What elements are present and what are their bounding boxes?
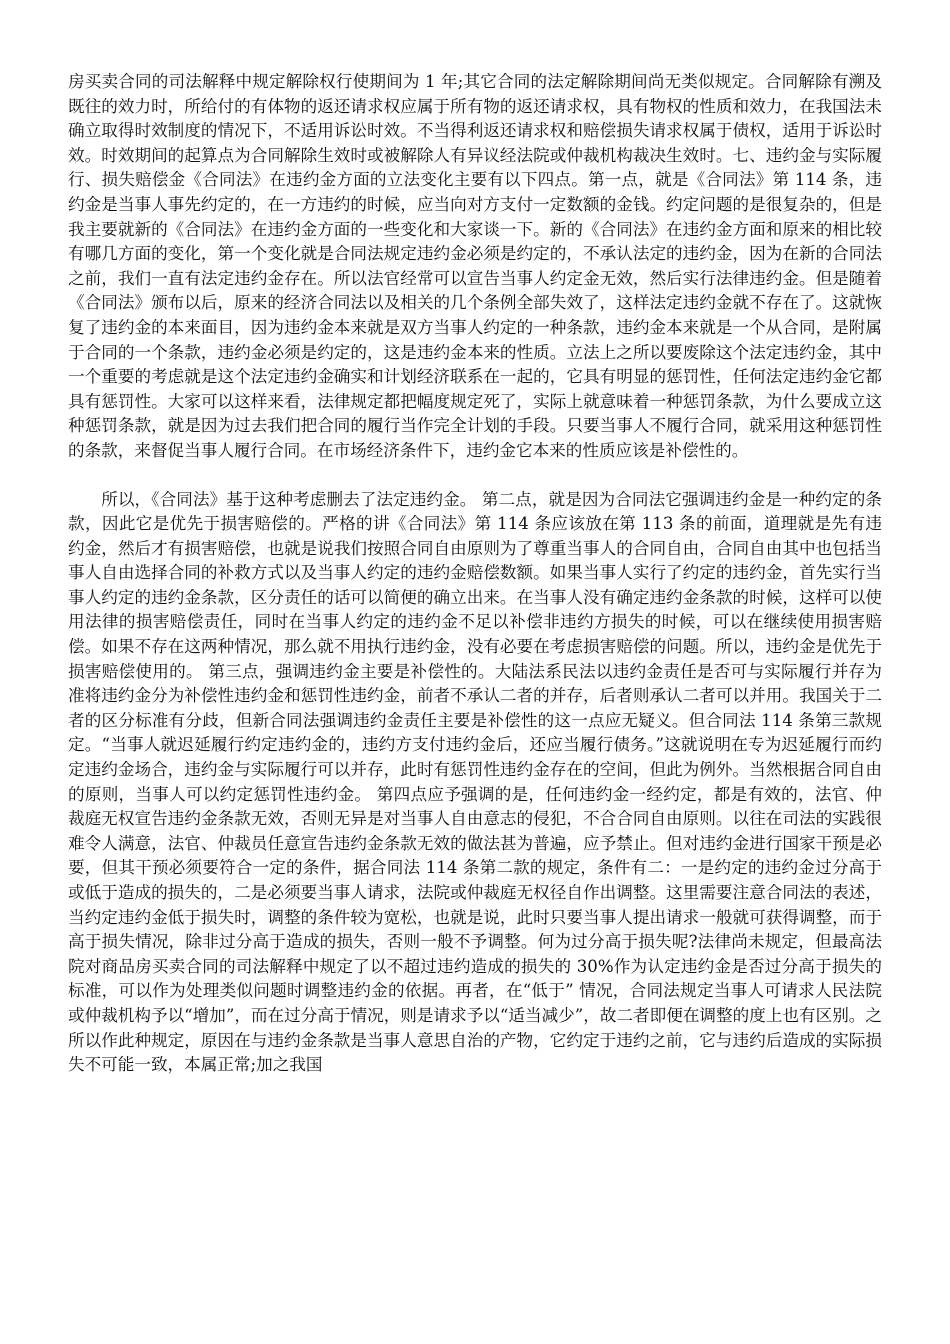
paragraph-2: 所以，《合同法》基于这种考虑删去了法定违约金。 第二点，就是因为合同法它强调违约金是一种约定的条款，因此它是优先于损害赔偿的。严格的讲《合同法》第 114 条应该放在第 113 条的前面，道理就是先有违约金，然后才有损害赔偿，也就是说我们按照合同自由原则为了尊重当事人的合同自由，合同自由其中也包括当事人自由选择合同的补救方式以及当事人约定的违约金赔偿数额。如果当事人实行了约定的违约金，首先实行当事人约定的违约金条款，区分责任的话可以简便的确立出来。在当事人没有确定违约金条款的时候，这样可以使用法律的损害赔偿责任，同时在当事人约定的违约金不足以补偿非违约方损失的时候，可以在继续使用损害赔偿。如果不存在这两种情况，那么就不用执行违约金，没有必要在考虑损害赔偿的问题。所以，违约金是优先于损害赔偿使用的。 第三点，强调违约金主要是补偿性的。大陆法系民法以违约金责任是否可与实际履行并存为准将违约金分为补偿性违约金和惩罚性违约金，前者不承认二者的并存，后者则承认二者可以并用。我国关于二者的区分标准有分歧，但新合同法强调违约金责任主要是补偿性的这一点应无疑义。但合同法 114 条第三款规定。“当事人就迟延履行约定违约金的，违约方支付违约金后，还应当履行债务。”这就说明在专为迟延履行而约定违约金场合，违约金与实际履行可以并存，此时有惩罚性违约金存在的空间，但此为例外。当然根据合同自由的原则，当事人可以约定惩罚性违约金。 第四点应予强调的是，任何违约金一经约定，都是有效的，法官、仲裁庭无权宣告违约金条款无效，否则无异是对当事人自由意志的侵犯，不合合同自由原则。以往在司法的实践很难令人满意，法官、仲裁员任意宣告违约金条款无效的做法甚为普遍，应予禁止。但对违约金进行国家干预是必要，但其干预必须要符合一定的条件，据合同法 114 条第二款的规定，条件有二：一是约定的违约金过分高于或低于造成的损失的，二是必须要当事人请求，法院或仲裁庭无权径自作出调整。这里需要注意合同法的表述，当约定违约金低于损失时，调整的条件较为宽松，也就是说，此时只要当事人提出请求一般就可获得调整，而于高于损失情况，除非过分高于造成的损失，否则一般不予调整。何为过分高于损失呢?法律尚未规定，但最高法院对商品房买卖合同的司法解释中规定了以不超过违约造成的损失的 30%作为认定违约金是否过分高于损失的标准，可以作为处理类似问题时调整违约金的依据。再者，在“低于” 情况，合同法规定当事人可请求人民法院或仲裁机构予以“增加”，而在过分高于情况，则是请求予以“适当减少”，故二者即便在调整的度上也有区别。之所以作此种规定，原因在与违约金条款是当事人意思自治的产物，它约定于违约之前，它与违约后造成的实际损失不可能一致，本属正常;加之我国 (68, 489, 882, 1075)
paragraph-1: 房买卖合同的司法解释中规定解除权行使期间为 1 年;其它合同的法定解除期间尚无类似规定。合同解除有溯及既往的效力时，所给付的有体物的返还请求权应属于所有物的返还请求权，具有物权的性质和效力，在我国法未确立取得时效制度的情况下，不适用诉讼时效。不当得利返还请求权和赔偿损失请求权属于债权，适用于诉讼时效。时效期间的起算点为合同解除生效时或被解除人有异议经法院或仲裁机构裁决生效时。七、违约金与实际履行、损失赔偿金《合同法》在违约金方面的立法变化主要有以下四点。第一点，就是《合同法》第 114 条，违约金是当事人事先约定的，在一方违约的时候，应当向对方支付一定数额的金钱。约定问题的是很复杂的，但是我主要就新的《合同法》在违约金方面的一些变化和大家谈一下。新的《合同法》在违约金方面和原来的相比较有哪几方面的变化，第一个变化就是合同法规定违约金必须是约定的，不承认法定的违约金，因为在新的合同法之前，我们一直有法定违约金存在。所以法官经常可以宣告当事人约定金无效，然后实行法律违约金。但是随着《合同法》颁布以后，原来的经济合同法以及相关的几个条例全部失效了，这样法定违约金就不存在了。这就恢复了违约金的本来面目，因为违约金本来就是双方当事人约定的一种条款，违约金本来就是一个从合同，是附属于合同的一个条款，违约金必须是约定的，这是违约金本来的性质。立法上之所以要废除这个法定违约金，其中一个重要的考虑就是这个法定违约金确实和计划经济联系在一起的，它具有明显的惩罚性，任何法定违约金它都具有惩罚性。大家可以这样来看，法律规定都把幅度规定死了，实际上就意味着一种惩罚条款，为什么要成立这种惩罚条款，就是因为过去我们把合同的履行当作完全计划的手段。只要当事人不履行合同，就采用这种惩罚性的条款，来督促当事人履行合同。在市场经济条件下，违约金它本来的性质应该是补偿性的。 (68, 72, 882, 460)
document-page (68, 70, 882, 1078)
